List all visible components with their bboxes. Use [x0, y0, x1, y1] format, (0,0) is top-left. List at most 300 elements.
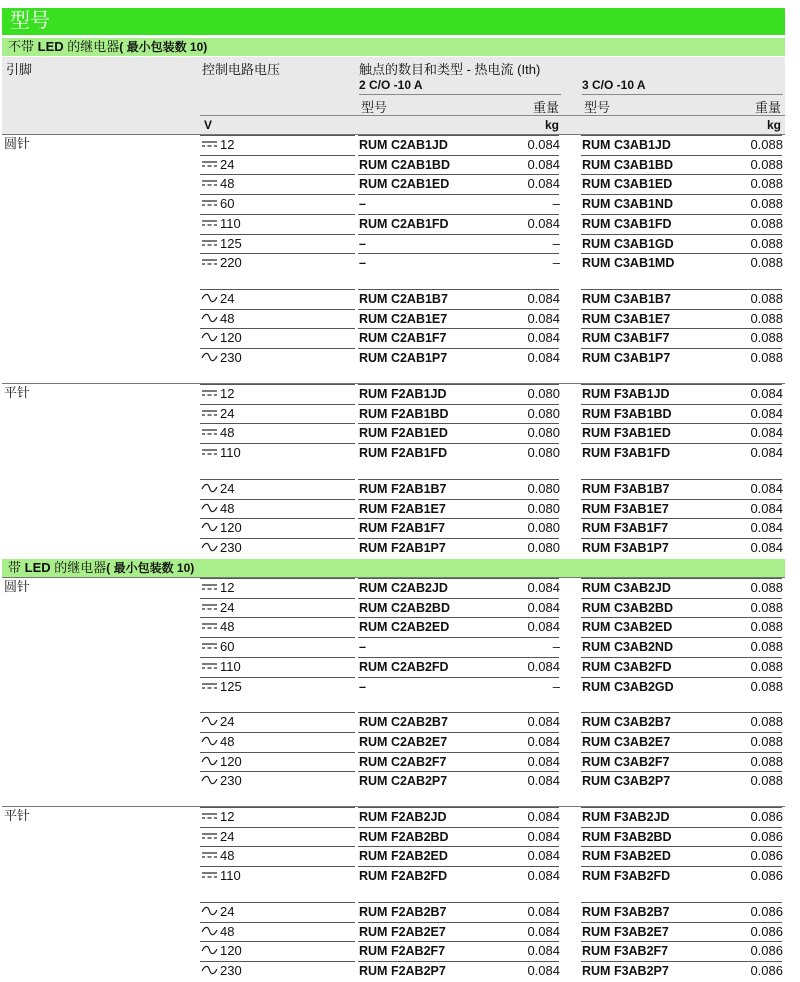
row-divider: [581, 479, 782, 480]
header-divider-2co: [359, 94, 561, 95]
voltage-value: 230: [220, 962, 242, 978]
weight-2co: 0.084: [527, 310, 560, 326]
row-divider: [358, 866, 559, 867]
header-weight-2co: 重量: [532, 100, 559, 115]
model-3co: RUM C3AB1MD: [582, 256, 675, 271]
row-divider: [200, 617, 355, 618]
voltage-value: 24: [220, 156, 235, 172]
row-divider: [358, 846, 559, 847]
row-divider: [358, 827, 559, 828]
row-divider: [200, 866, 355, 867]
weight-3co: 0.086: [750, 903, 783, 919]
voltage-value: 48: [220, 425, 235, 441]
section-label-pre: 带: [8, 560, 25, 575]
ac-icon: [201, 291, 220, 306]
weight-2co: 0.084: [527, 599, 560, 615]
ac-icon: [201, 773, 220, 788]
row-divider: [581, 404, 782, 405]
voltage-cell: [201, 659, 241, 675]
row-divider: [200, 637, 355, 638]
weight-3co: 0.088: [750, 678, 783, 694]
row-divider: [581, 771, 782, 772]
header-unit-v: V: [204, 118, 213, 132]
row-divider: [200, 443, 355, 444]
row-divider: [358, 752, 559, 753]
header-voltage: 控制电路电压: [202, 62, 281, 77]
model-2co: RUM F2AB1F7: [359, 521, 446, 536]
model-3co: RUM C3AB2GD: [582, 679, 674, 694]
voltage-cell: [201, 540, 242, 556]
model-2co: RUM F2AB2P7: [359, 963, 446, 978]
weight-3co: 0.088: [750, 290, 783, 306]
row-divider: [581, 253, 782, 254]
voltage-cell: [201, 330, 242, 346]
weight-2co: 0.084: [527, 330, 560, 346]
voltage-value: 48: [220, 619, 235, 635]
weight-2co: 0.084: [527, 215, 560, 231]
weight-3co: 0.084: [750, 425, 783, 441]
weight-3co: 0.088: [750, 310, 783, 326]
weight-3co: 0.088: [750, 753, 783, 769]
dc-icon: [201, 406, 220, 421]
row-divider: [581, 617, 782, 618]
model-3co: RUM C3AB2FD: [582, 659, 672, 674]
row-divider: [581, 827, 782, 828]
voltage-cell: [201, 137, 234, 153]
weight-2co: 0.084: [527, 156, 560, 172]
voltage-cell: [201, 754, 242, 770]
weight-2co: 0.080: [527, 539, 560, 555]
model-2co: RUM C2AB1F7: [359, 331, 447, 346]
ac-icon: [201, 963, 220, 978]
model-2co: RUM C2AB1BD: [359, 157, 450, 172]
weight-3co: 0.088: [750, 215, 783, 231]
row-divider: [200, 807, 355, 808]
row-divider: [581, 677, 782, 678]
row-divider: [358, 214, 559, 215]
section-label-mid: 的继电器: [63, 39, 120, 54]
model-3co: RUM F3AB1E7: [582, 501, 669, 516]
row-divider: [581, 423, 782, 424]
weight-3co: 0.086: [750, 962, 783, 978]
model-2co: –: [359, 236, 366, 251]
voltage-cell: [201, 196, 234, 212]
dc-icon: [201, 445, 220, 460]
voltage-value: 60: [220, 639, 235, 655]
row-divider: [581, 712, 782, 713]
row-divider: [581, 578, 782, 579]
row-divider: [581, 752, 782, 753]
row-divider: [200, 712, 355, 713]
model-3co: RUM F3AB2ED: [582, 849, 671, 864]
header-contacts: 触点的数目和类型 - 热电流 (Ith): [359, 62, 541, 77]
row-divider: [200, 732, 355, 733]
model-3co: RUM F3AB1B7: [582, 481, 670, 496]
dc-icon: [201, 679, 220, 694]
row-divider: [358, 712, 559, 713]
model-2co: RUM F2AB2ED: [359, 849, 448, 864]
weight-3co: 0.088: [750, 156, 783, 172]
row-divider: [200, 598, 355, 599]
weight-2co: –: [552, 255, 560, 271]
row-divider: [358, 384, 559, 385]
weight-2co: 0.084: [527, 923, 560, 939]
row-divider: [200, 404, 355, 405]
model-3co: RUM C3AB2JD: [582, 581, 671, 595]
voltage-value: 110: [220, 215, 241, 231]
model-3co: RUM F3AB2B7: [582, 904, 670, 919]
voltage-value: 120: [220, 943, 242, 959]
weight-2co: –: [552, 235, 560, 251]
model-3co: RUM F3AB2FD: [582, 869, 671, 884]
weight-3co: 0.088: [750, 235, 783, 251]
row-divider: [581, 234, 782, 235]
model-2co: RUM F2AB1P7: [359, 540, 446, 555]
voltage-cell: [201, 943, 242, 959]
ac-icon: [201, 520, 220, 535]
model-3co: RUM C3AB1FD: [582, 216, 672, 231]
row-divider: [581, 289, 782, 290]
row-divider: [200, 214, 355, 215]
model-2co: RUM C2AB2JD: [359, 581, 448, 595]
weight-2co: 0.084: [527, 903, 560, 919]
weight-2co: 0.080: [527, 480, 560, 496]
row-divider: [581, 846, 782, 847]
section-header-no-led: [2, 38, 785, 56]
section-label-mid: 的继电器: [50, 560, 107, 575]
row-divider: [200, 309, 355, 310]
row-divider: [200, 253, 355, 254]
dc-icon: [201, 580, 220, 595]
row-divider: [200, 846, 355, 847]
row-divider: [200, 538, 355, 539]
weight-2co: 0.080: [527, 500, 560, 516]
ac-icon: [201, 501, 220, 516]
model-3co: RUM F3AB1FD: [582, 446, 671, 461]
row-divider: [358, 732, 559, 733]
header-pin: 引脚: [6, 62, 33, 77]
row-divider: [200, 328, 355, 329]
weight-2co: 0.084: [527, 290, 560, 306]
model-2co: RUM C2AB1P7: [359, 351, 448, 365]
voltage-value: 12: [220, 580, 235, 595]
model-2co: RUM C2AB2BD: [359, 600, 450, 615]
row-divider: [358, 423, 559, 424]
weight-2co: –: [552, 196, 560, 212]
row-divider: [581, 732, 782, 733]
voltage-cell: [201, 734, 234, 750]
row-divider: [200, 289, 355, 290]
model-2co: –: [359, 640, 366, 655]
ac-icon: [201, 540, 220, 555]
weight-2co: –: [552, 639, 560, 655]
voltage-value: 120: [220, 520, 242, 536]
row-divider: [358, 234, 559, 235]
voltage-value: 110: [220, 658, 241, 674]
row-divider: [358, 922, 559, 923]
model-3co: RUM C3AB2BD: [582, 600, 673, 615]
weight-3co: 0.088: [750, 599, 783, 615]
model-3co: RUM C3AB1ED: [582, 177, 673, 192]
weight-3co: 0.088: [750, 196, 783, 212]
row-divider: [581, 348, 782, 349]
voltage-cell: [201, 773, 242, 789]
row-divider: [581, 902, 782, 903]
row-divider: [200, 941, 355, 942]
model-2co: –: [359, 679, 366, 694]
row-divider: [581, 194, 782, 195]
table-header: [2, 57, 785, 134]
weight-3co: 0.086: [750, 848, 783, 864]
voltage-cell: [201, 386, 234, 402]
header-3co: 3 C/O -10 A: [582, 78, 646, 92]
voltage-value: 48: [220, 176, 235, 192]
section-label-note: ( 最小包装数 10): [106, 561, 195, 575]
ac-icon: [201, 330, 220, 345]
model-2co: RUM F2AB2E7: [359, 924, 446, 939]
model-3co: RUM C3AB1B7: [582, 291, 671, 306]
model-3co: RUM C3AB2B7: [582, 715, 671, 730]
weight-2co: 0.080: [527, 386, 560, 401]
model-2co: RUM F2AB1ED: [359, 426, 448, 441]
model-2co: RUM F2AB2B7: [359, 904, 447, 919]
weight-2co: 0.084: [527, 658, 560, 674]
model-2co: RUM C2AB2F7: [359, 754, 447, 769]
voltage-value: 110: [220, 868, 241, 884]
dc-icon: [201, 255, 220, 270]
model-3co: RUM C3AB2E7: [582, 734, 671, 749]
voltage-cell: [201, 600, 234, 616]
weight-2co: 0.084: [527, 714, 560, 730]
pin-group-label: 圆针: [4, 579, 31, 594]
weight-2co: 0.080: [527, 425, 560, 441]
row-divider: [200, 423, 355, 424]
weight-2co: –: [552, 678, 560, 694]
header-divider-3co: [582, 94, 783, 95]
voltage-cell: [201, 714, 234, 730]
row-divider: [200, 578, 355, 579]
row-divider: [200, 348, 355, 349]
model-2co: RUM C2AB2ED: [359, 620, 450, 635]
model-3co: RUM C3AB1F7: [582, 331, 670, 346]
model-3co: RUM C3AB2ED: [582, 620, 673, 635]
row-divider: [358, 499, 559, 500]
dc-icon: [201, 137, 220, 152]
row-divider: [200, 922, 355, 923]
weight-3co: 0.088: [750, 658, 783, 674]
model-3co: RUM C3AB1P7: [582, 351, 671, 365]
model-2co: RUM F2AB1BD: [359, 406, 449, 421]
row-divider: [581, 538, 782, 539]
row-divider: [200, 827, 355, 828]
model-3co: RUM C3AB1ND: [582, 197, 673, 212]
model-3co: RUM F3AB2E7: [582, 924, 669, 939]
dc-icon: [201, 600, 220, 615]
row-divider: [581, 174, 782, 175]
weight-2co: 0.084: [527, 580, 560, 595]
voltage-value: 48: [220, 733, 235, 749]
weight-2co: 0.084: [527, 809, 560, 824]
row-divider: [200, 135, 355, 136]
pin-group-label: 圆针: [4, 136, 31, 151]
model-3co: RUM F3AB1P7: [582, 540, 669, 555]
row-divider: [200, 771, 355, 772]
voltage-value: 120: [220, 753, 242, 769]
weight-3co: 0.084: [750, 539, 783, 555]
row-divider: [358, 443, 559, 444]
voltage-value: 12: [220, 809, 235, 824]
pin-group-label: 平针: [4, 385, 31, 400]
model-2co: –: [359, 197, 366, 212]
row-divider: [200, 479, 355, 480]
dc-icon: [201, 236, 220, 251]
row-divider: [358, 194, 559, 195]
weight-2co: 0.084: [527, 962, 560, 978]
model-2co: RUM C2AB1FD: [359, 216, 449, 231]
voltage-cell: [201, 501, 234, 517]
ac-icon: [201, 481, 220, 496]
row-divider: [358, 135, 559, 136]
row-divider: [581, 499, 782, 500]
model-3co: RUM F3AB1ED: [582, 426, 671, 441]
weight-3co: 0.088: [750, 639, 783, 655]
model-2co: RUM F2AB1JD: [359, 387, 447, 401]
voltage-cell: [201, 236, 242, 252]
row-divider: [358, 941, 559, 942]
model-2co: RUM C2AB1ED: [359, 177, 450, 192]
model-2co: RUM C2AB2FD: [359, 659, 449, 674]
dc-icon: [201, 176, 220, 191]
weight-3co: 0.088: [750, 330, 783, 346]
weight-3co: 0.088: [750, 350, 783, 365]
weight-3co: 0.084: [750, 445, 783, 461]
dc-icon: [201, 659, 220, 674]
weight-3co: 0.084: [750, 500, 783, 516]
section-label-led: LED: [24, 560, 51, 575]
model-3co: RUM C3AB2ND: [582, 640, 673, 655]
weight-2co: 0.084: [527, 828, 560, 844]
ac-icon: [201, 904, 220, 919]
weight-2co: 0.084: [527, 868, 560, 884]
header-model-3co: 型号: [584, 100, 611, 115]
row-divider: [581, 657, 782, 658]
voltage-cell: [201, 216, 241, 232]
section-label-note: ( 最小包装数 10): [119, 40, 208, 54]
voltage-cell: [201, 311, 234, 327]
row-divider: [581, 214, 782, 215]
voltage-value: 48: [220, 848, 235, 864]
page-title: 型号: [2, 8, 785, 35]
header-model-2co: 型号: [361, 100, 388, 115]
voltage-value: 48: [220, 310, 235, 326]
voltage-value: 24: [220, 290, 235, 306]
row-divider: [581, 598, 782, 599]
weight-3co: 0.086: [750, 868, 783, 884]
voltage-cell: [201, 481, 234, 497]
voltage-cell: [201, 176, 234, 192]
voltage-cell: [201, 924, 234, 940]
weight-2co: 0.084: [527, 619, 560, 635]
row-divider: [200, 657, 355, 658]
voltage-value: 24: [220, 903, 235, 919]
weight-3co: 0.088: [750, 580, 783, 595]
weight-3co: 0.086: [750, 809, 783, 824]
row-divider: [358, 617, 559, 618]
row-divider: [358, 961, 559, 962]
dc-icon: [201, 386, 220, 401]
row-divider: [200, 384, 355, 385]
model-3co: RUM F3AB2JD: [582, 810, 670, 824]
weight-3co: 0.084: [750, 405, 783, 421]
model-2co: RUM F2AB1E7: [359, 501, 446, 516]
row-divider: [581, 518, 782, 519]
voltage-value: 48: [220, 923, 235, 939]
row-divider: [581, 807, 782, 808]
row-divider: [358, 538, 559, 539]
weight-3co: 0.088: [750, 255, 783, 271]
ac-icon: [201, 734, 220, 749]
voltage-value: 24: [220, 405, 235, 421]
voltage-cell: [201, 619, 234, 635]
dc-icon: [201, 868, 220, 883]
voltage-cell: [201, 157, 234, 173]
voltage-cell: [201, 829, 234, 845]
model-3co: RUM C3AB1JD: [582, 138, 671, 152]
row-divider: [358, 807, 559, 808]
row-divider: [200, 194, 355, 195]
voltage-cell: [201, 904, 234, 920]
weight-3co: 0.088: [750, 619, 783, 635]
row-divider: [200, 902, 355, 903]
voltage-value: 24: [220, 714, 235, 730]
ac-icon: [201, 754, 220, 769]
model-2co: RUM C2AB1E7: [359, 311, 448, 326]
weight-2co: 0.080: [527, 405, 560, 421]
voltage-value: 24: [220, 599, 235, 615]
weight-3co: 0.088: [750, 714, 783, 730]
header-divider-units: [200, 115, 785, 116]
row-divider: [358, 637, 559, 638]
row-divider: [358, 174, 559, 175]
ac-icon: [201, 943, 220, 958]
dc-icon: [201, 639, 220, 654]
row-divider: [358, 289, 559, 290]
model-2co: RUM F2AB1B7: [359, 481, 447, 496]
row-divider: [358, 578, 559, 579]
model-2co: –: [359, 256, 366, 271]
voltage-cell: [201, 255, 242, 271]
weight-2co: 0.080: [527, 445, 560, 461]
section-label-pre: 不带: [8, 39, 38, 54]
dc-icon: [201, 196, 220, 211]
row-divider: [200, 677, 355, 678]
voltage-cell: [201, 580, 234, 596]
row-divider: [581, 866, 782, 867]
row-divider: [358, 657, 559, 658]
model-2co: RUM C2AB2B7: [359, 715, 448, 730]
voltage-value: 125: [220, 235, 242, 251]
row-divider: [200, 961, 355, 962]
row-divider: [581, 637, 782, 638]
weight-2co: 0.084: [527, 943, 560, 959]
weight-2co: 0.084: [527, 773, 560, 789]
weight-3co: 0.088: [750, 137, 783, 152]
voltage-cell: [201, 425, 234, 441]
voltage-cell: [201, 809, 234, 825]
weight-3co: 0.084: [750, 480, 783, 496]
row-divider: [200, 174, 355, 175]
dc-icon: [201, 619, 220, 634]
